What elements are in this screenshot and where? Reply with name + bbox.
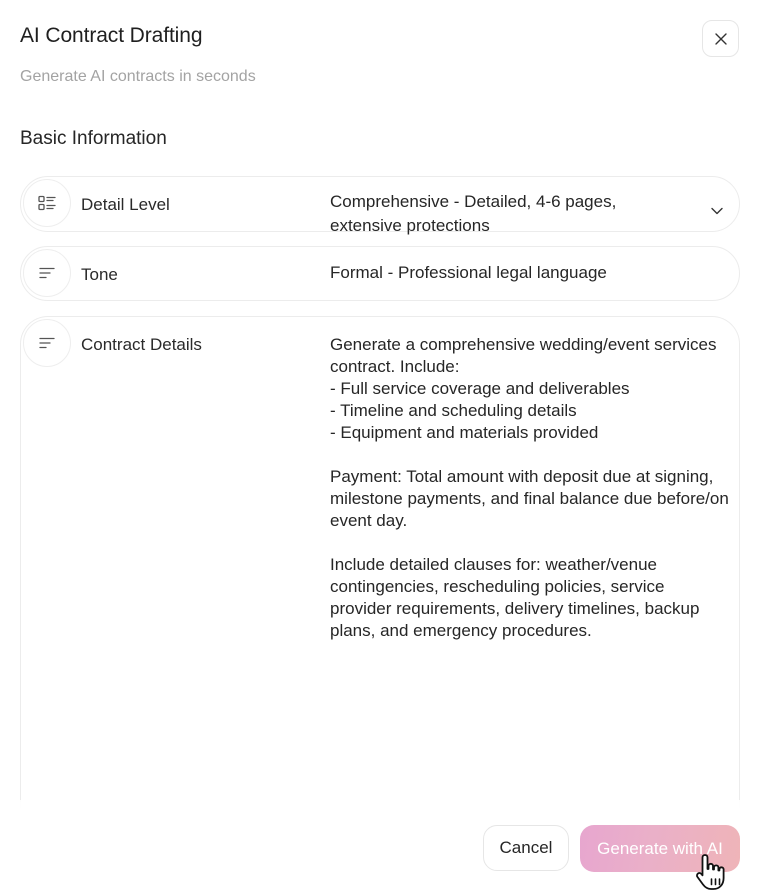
close-button[interactable] <box>702 20 739 57</box>
detail-level-select[interactable] <box>20 176 740 235</box>
hand-pointer-cursor-icon <box>694 852 728 892</box>
cancel-button[interactable]: Cancel <box>483 825 569 871</box>
close-icon <box>714 32 728 46</box>
contract-details-label: Contract Details <box>81 335 202 354</box>
contract-details-textarea[interactable]: Generate a comprehensive wedding/event services contract. Include: - Full service coverage and deliverables - Timeline and scheduling details - Equipment and materials provided Payment: Total amount with deposit due at signing, milestone payments, and final balance due before/on event day. Include detailed clauses for: weather/venue contingencies, rescheduling policies, service provider requirements, delivery timelines, backup plans, and emergency procedures. <box>330 335 729 640</box>
generate-with-ai-button[interactable]: Generate with AI <box>580 825 740 872</box>
section-title: Basic Information <box>20 128 167 149</box>
page-subtitle: Generate AI contracts in seconds <box>20 68 256 85</box>
detail-level-icon-wrap <box>23 179 71 227</box>
tone-icon-wrap <box>23 249 71 297</box>
chevron-down-icon <box>711 207 723 215</box>
detail-level-label: Detail Level <box>81 195 170 214</box>
detail-level-value: Comprehensive - Detailed, 4-6 pages, extensive protections <box>330 192 617 235</box>
page-title: AI Contract Drafting <box>20 24 203 47</box>
tone-label: Tone <box>81 265 118 284</box>
contract-details-icon-wrap <box>23 319 71 367</box>
contract-details-field[interactable] <box>20 316 740 816</box>
text-lines-icon <box>39 267 55 279</box>
tone-field[interactable] <box>20 246 740 301</box>
list-checks-icon <box>38 195 56 211</box>
tone-value: Formal - Professional legal language <box>330 263 607 282</box>
text-lines-icon <box>39 337 55 349</box>
